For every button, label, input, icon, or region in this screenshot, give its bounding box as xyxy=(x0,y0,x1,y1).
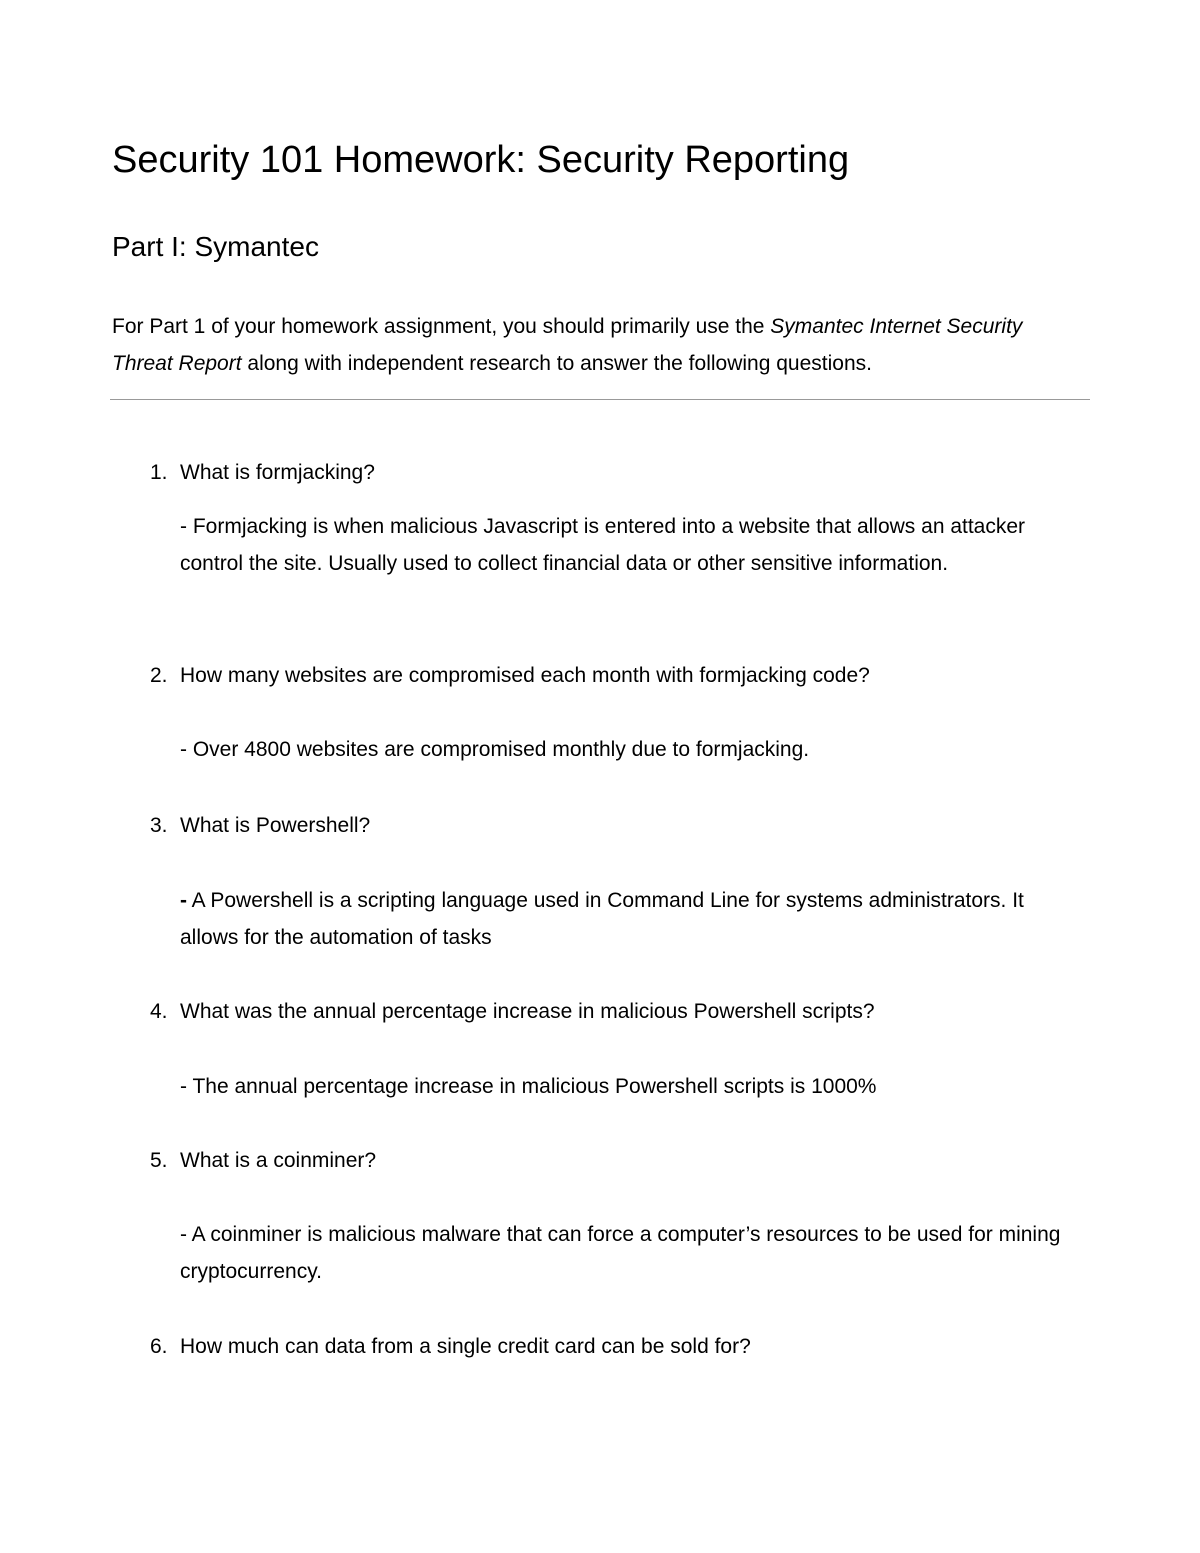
question-number: 4. xyxy=(150,1000,168,1023)
question-number: 5. xyxy=(150,1149,168,1172)
question-text: 6. How much can data from a single credit card can be sold for? xyxy=(150,1328,751,1365)
intro-text-before: For Part 1 of your homework assignment, you should primarily use the xyxy=(112,315,771,338)
question-text: 2. How many websites are compromised each month with formjacking code? xyxy=(150,657,870,694)
answer-text: - Formjacking is when malicious Javascript is entered into a website that allows an attacker control the site. Usually used to collect financial data or other sensitive information. xyxy=(180,515,1026,575)
question-text: 4. What was the annual percentage increase in malicious Powershell scripts? xyxy=(150,993,875,1030)
answer-text: - Over 4800 websites are compromised monthly due to formjacking. xyxy=(180,738,810,761)
horizontal-divider xyxy=(110,399,1090,400)
question-number: 1. xyxy=(150,461,168,484)
answer-text: - A coinminer is malicious malware that can force a computer’s resources to be used for mining cryptocurrency. xyxy=(180,1223,1061,1283)
report-name: Symantec Internet Security Threat Report xyxy=(112,315,1023,375)
intro-paragraph xyxy=(112,308,1072,382)
intro-text-after: along with independent research to answer the following questions. xyxy=(241,352,872,375)
answer-dash: - xyxy=(180,889,187,912)
question-text: 3. What is Powershell? xyxy=(150,807,370,844)
question-text: 5. What is a coinminer? xyxy=(150,1142,376,1179)
question-number: 6. xyxy=(150,1335,168,1358)
question-number: 2. xyxy=(150,664,168,687)
answer-text: - A Powershell is a scripting language used in Command Line for systems administrators. It allows for the automation of tasks xyxy=(180,889,1024,949)
page-title: Security 101 Homework: Security Reporting xyxy=(112,139,850,181)
question-number: 3. xyxy=(150,814,168,837)
answer-text: - The annual percentage increase in malicious Powershell scripts is 1000% xyxy=(180,1075,877,1098)
section-heading: Part I: Symantec xyxy=(112,231,319,262)
question-text: 1. What is formjacking? xyxy=(150,454,375,491)
